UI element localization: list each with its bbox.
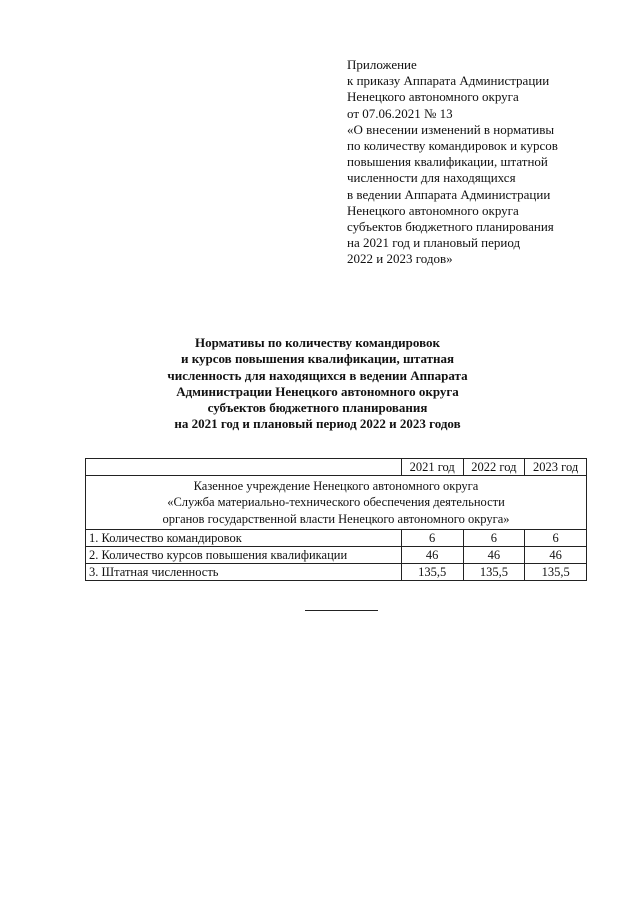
organization-row — [86, 476, 587, 530]
appendix-line: субъектов бюджетного планирования — [347, 219, 554, 235]
appendix-line: от 07.06.2021 № 13 — [347, 105, 453, 121]
table-header-row — [86, 459, 587, 476]
title-line: и курсов повышения квалификации, штатная — [180, 351, 455, 367]
title-line: Нормативы по количеству командировок — [194, 335, 440, 350]
row-label: 1. Количество командировок — [86, 529, 402, 546]
row-label: 3. Штатная численность — [86, 563, 402, 580]
title-line: субъектов бюджетного планирования — [207, 400, 428, 416]
appendix-line: 2022 и 2023 годов» — [347, 251, 453, 267]
appendix-line: «О внесении изменений в нормативы — [347, 121, 555, 137]
row-value: 135,5 — [401, 563, 463, 580]
row-label: 2. Количество курсов повышения квалификации — [86, 546, 402, 563]
appendix-line: к приказу Аппарата Администрации — [347, 73, 550, 89]
header-blank-cell — [86, 459, 402, 476]
appendix-line: Приложение — [347, 57, 417, 72]
table-row — [86, 563, 587, 580]
row-value: 6 — [525, 529, 587, 546]
norms-table — [85, 458, 587, 581]
row-value: 46 — [463, 546, 525, 563]
row-value: 135,5 — [463, 563, 525, 580]
table-row — [86, 529, 587, 546]
row-value: 135,5 — [525, 563, 587, 580]
organization-line: «Служба материально-технического обеспечения деятельности — [167, 495, 505, 510]
row-value: 6 — [401, 529, 463, 546]
title-line: на 2021 год и плановый период 2022 и 2023 годов — [174, 416, 461, 432]
header-year-2022: 2022 год — [463, 459, 525, 476]
appendix-line: на 2021 год и плановый период — [347, 235, 521, 251]
row-value: 6 — [463, 529, 525, 546]
end-divider — [305, 610, 378, 611]
title-line: численность для находящихся в ведении Аппарата — [167, 367, 468, 383]
title-line: Администрации Ненецкого автономного округа — [176, 383, 459, 399]
appendix-line: Ненецкого автономного округа — [347, 202, 519, 218]
document-title — [120, 335, 515, 433]
appendix-line: численности для находящихся — [347, 170, 516, 186]
row-value: 46 — [525, 546, 587, 563]
appendix-line: в ведении Аппарата Администрации — [347, 186, 551, 202]
appendix-line: повышения квалификации, штатной — [347, 154, 548, 170]
organization-cell — [86, 476, 587, 530]
organization-line: органов государственной власти Ненецкого автономного округа» — [162, 511, 510, 526]
header-year-2021: 2021 год — [401, 459, 463, 476]
appendix-block — [347, 57, 617, 268]
appendix-line: Ненецкого автономного округа — [347, 89, 519, 105]
organization-line: Казенное учреждение Ненецкого автономного округа — [193, 479, 479, 493]
table-row — [86, 546, 587, 563]
header-year-2023: 2023 год — [525, 459, 587, 476]
appendix-line: по количеству командировок и курсов — [347, 138, 558, 154]
row-value: 46 — [401, 546, 463, 563]
